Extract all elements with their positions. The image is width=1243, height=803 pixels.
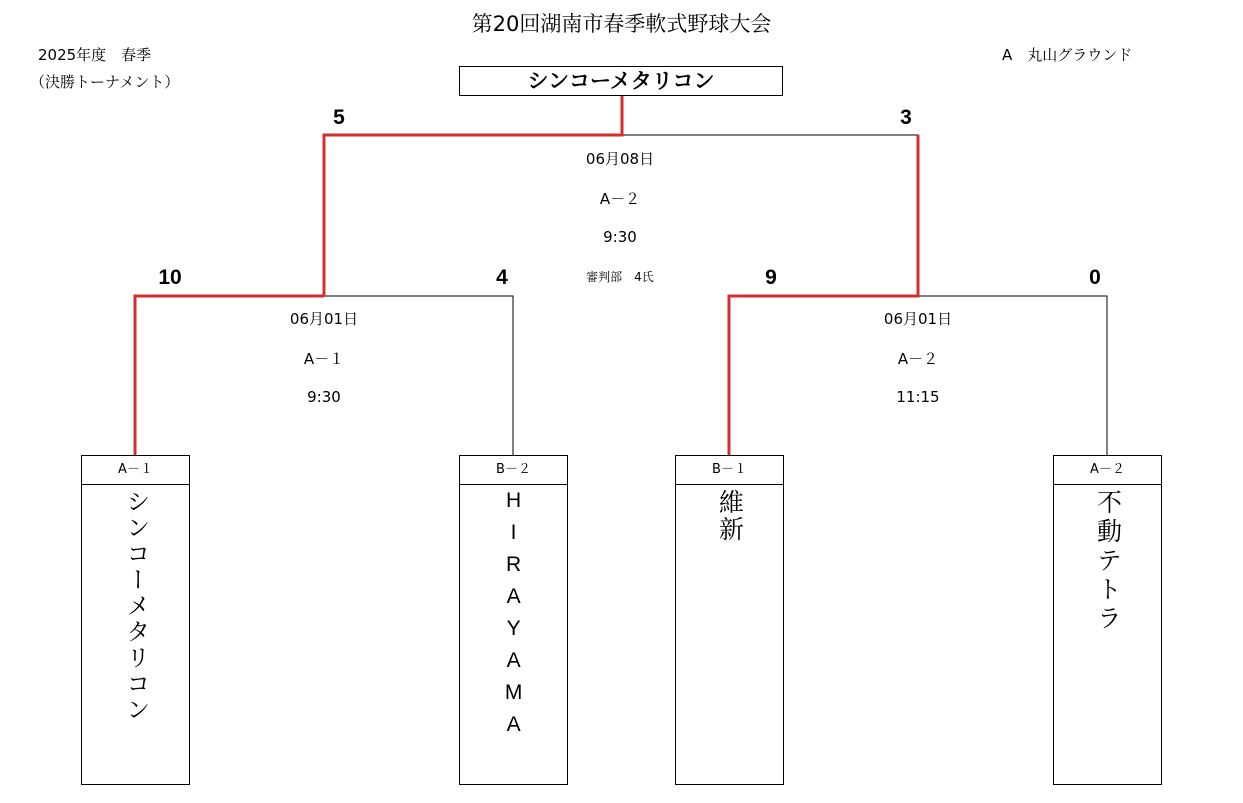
team-name: HIRAYAMA [502,489,526,745]
semi-right-time: 11:15 [896,388,940,406]
team-name: 不動テトラ [1093,489,1123,634]
line-semi-right-winner [729,135,918,456]
semi-right-date: 06月01日 [883,310,953,328]
team-box-b2 [459,455,568,785]
team-code: A－１ [82,456,189,485]
team-code: A－２ [1054,456,1161,485]
season-label: 2025年度 春季 [38,46,152,64]
team-code: B－２ [460,456,567,485]
semi-left-time: 9:30 [307,388,341,406]
venue-label: A 丸山グラウンド [1002,46,1133,64]
team-box-b1 [675,455,784,785]
final-field: A－２ [599,190,641,208]
tournament-title: 第20回湖南市春季軟式野球大会 [471,12,772,36]
final-right-score: 3 [900,106,912,129]
champion-box: シンコーメタリコン [459,66,783,96]
final-left-score: 5 [333,106,345,129]
semi-right-left-score: 9 [765,266,777,289]
team-code: B－１ [676,456,783,485]
stage-label: （決勝トーナメント） [30,73,180,91]
final-date: 06月08日 [585,150,655,168]
final-time: 9:30 [603,228,637,246]
semi-left-left-score: 10 [158,266,182,289]
semi-left-field: A－１ [303,350,345,368]
semi-right-field: A－２ [897,350,939,368]
final-umpire: 審判部 4氏 [586,270,654,284]
team-name: 維新 [715,489,745,543]
semi-left-right-score: 4 [496,266,508,289]
semi-left-date: 06月01日 [289,310,359,328]
team-name: シンコーメタリコン [121,489,150,723]
semi-right-right-score: 0 [1089,266,1101,289]
team-box-a1 [81,455,190,785]
team-box-a2 [1053,455,1162,785]
